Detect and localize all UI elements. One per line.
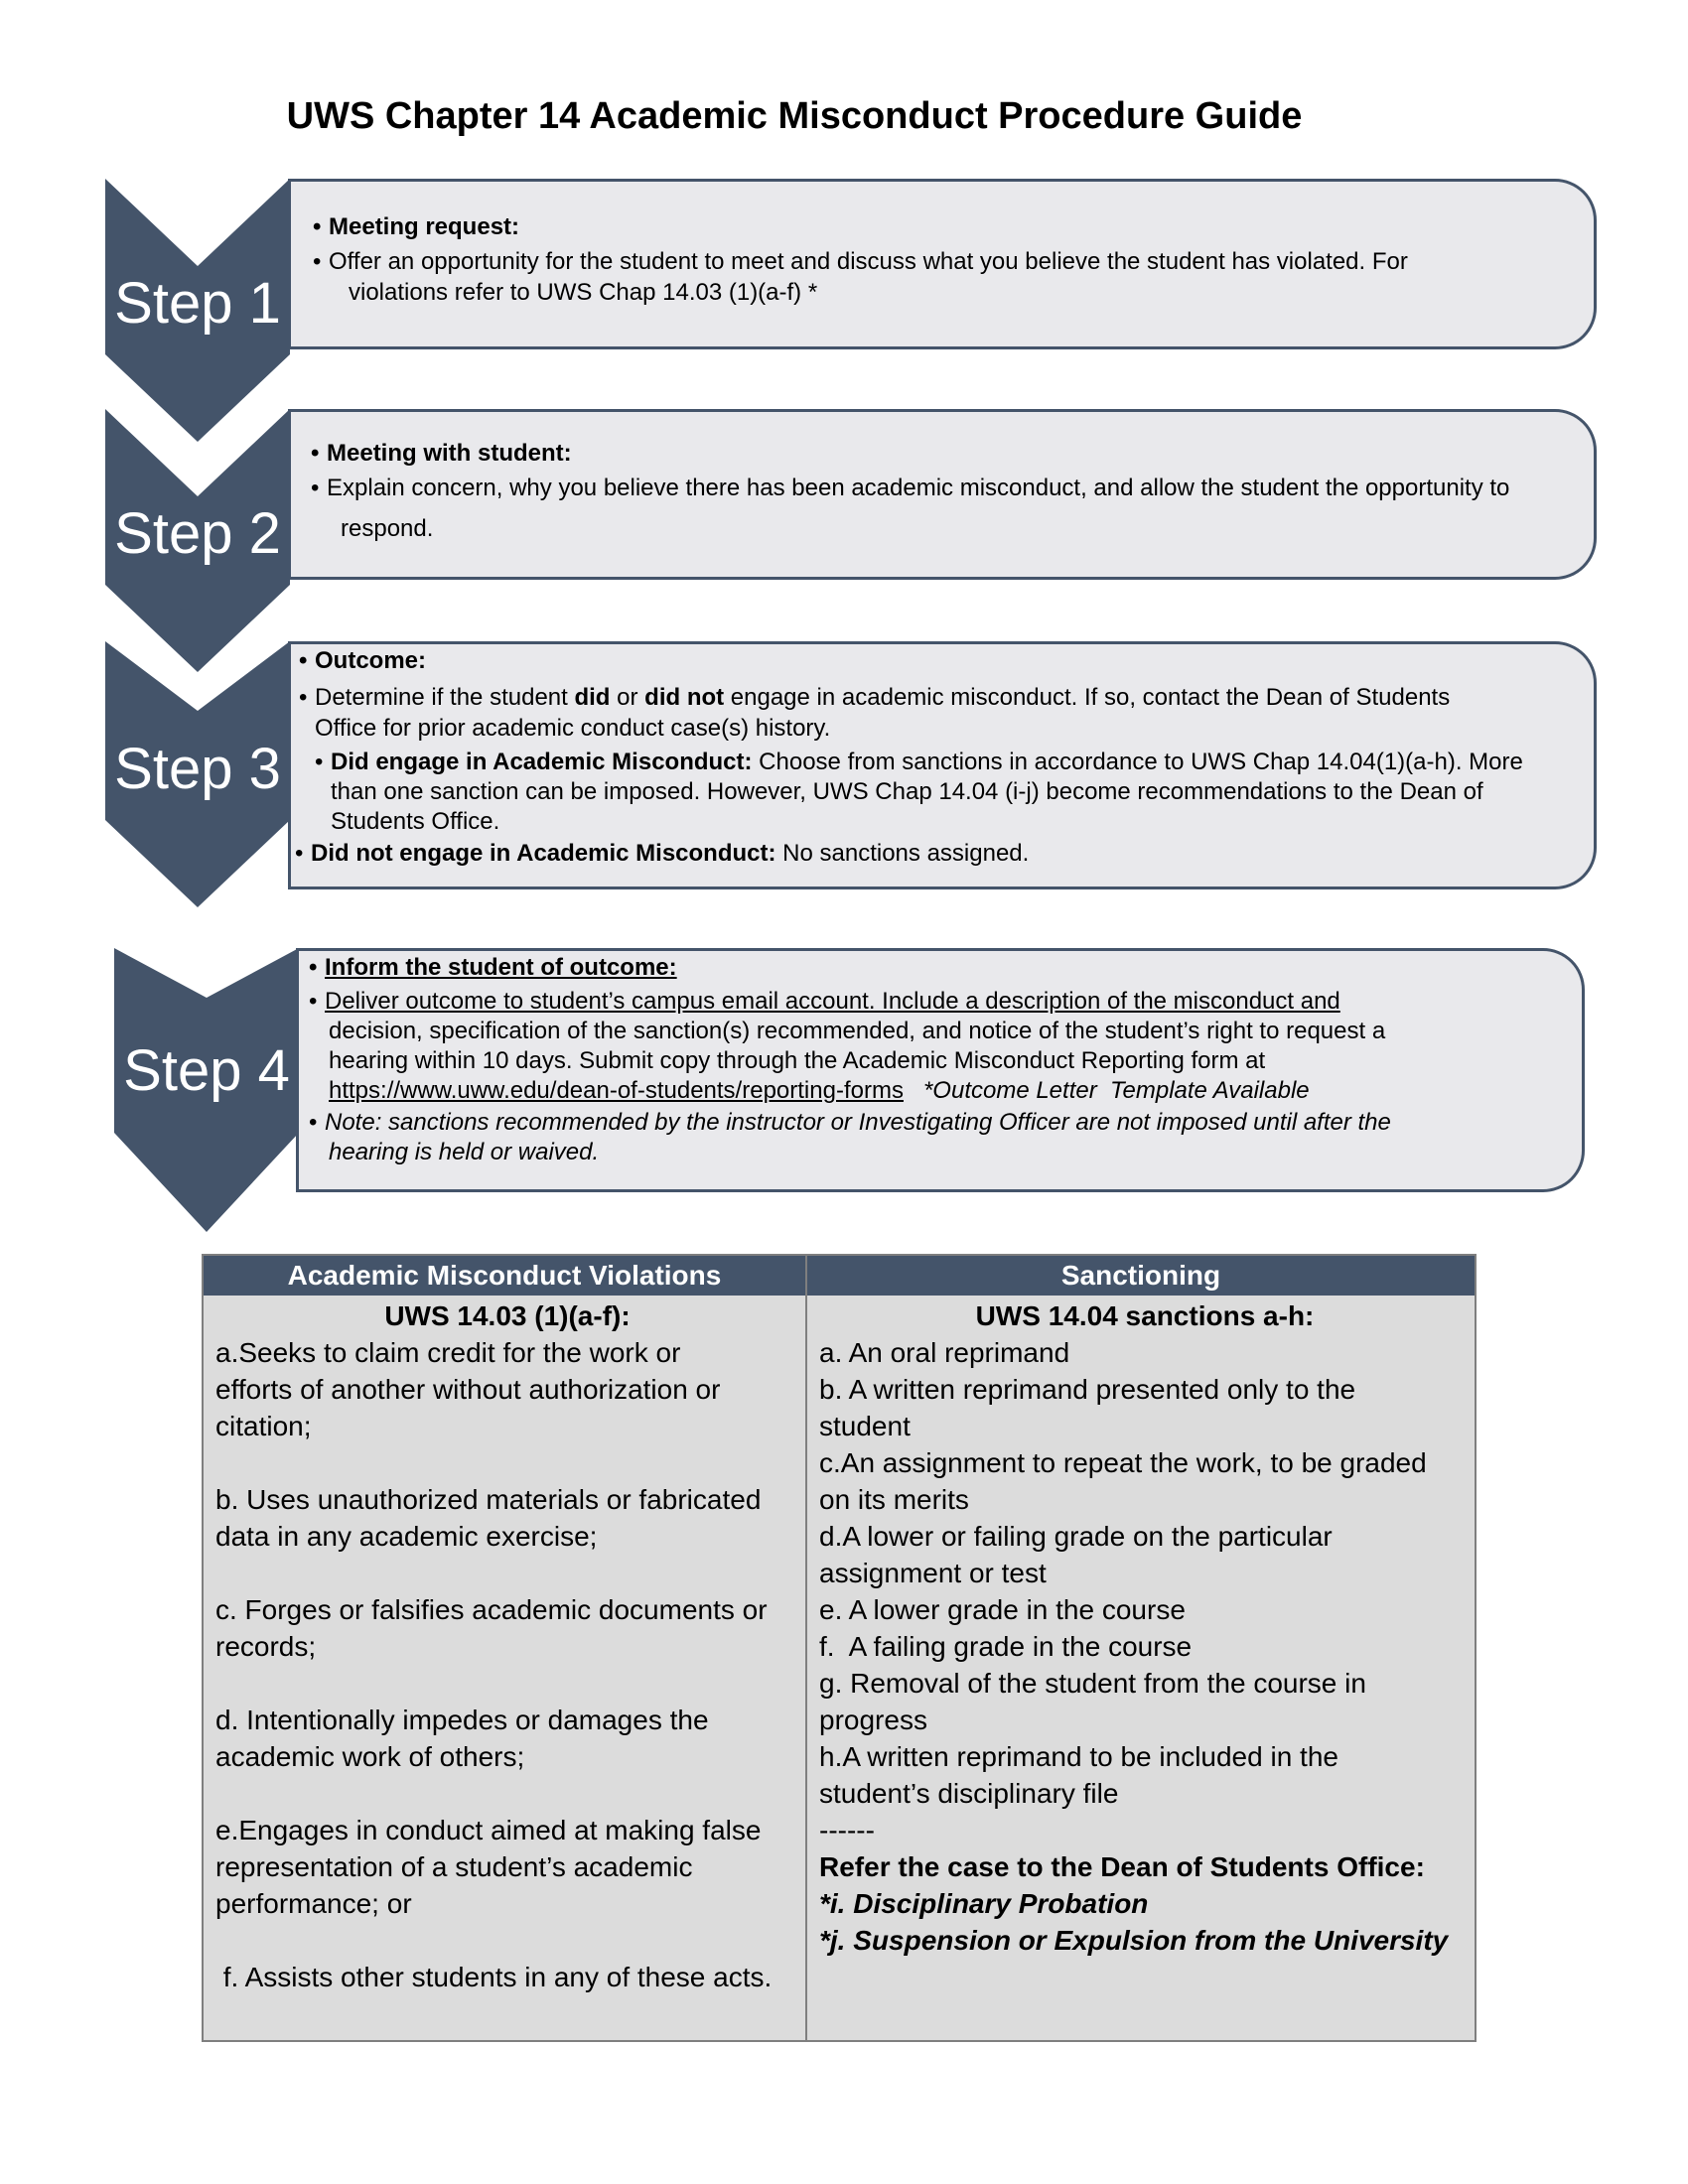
sanctioning-header: Sanctioning xyxy=(807,1256,1475,1296)
step-1-label: Step 1 xyxy=(114,271,281,336)
sanction-h: h.A written reprimand to be included in the xyxy=(819,1741,1338,1772)
step-2-box xyxy=(288,409,1597,580)
column-divider xyxy=(805,1256,807,2040)
step-3-not-engaged: • Did not engage in Academic Misconduct: No sanctions assigned. xyxy=(295,839,1578,869)
sanction-j: *j. Suspension or Expulsion from the University xyxy=(819,1925,1449,1956)
step-4-text-2: decision, specification of the sanction(s) recommended, and notice of the student’s right to request a xyxy=(329,1018,1386,1044)
violations-subheading: UWS 14.03 (1)(a-f): xyxy=(384,1300,631,1331)
step-3-box xyxy=(288,641,1597,889)
sanction-c: c.An assignment to repeat the work, to be graded xyxy=(819,1447,1427,1478)
page-title: UWS Chapter 14 Academic Misconduct Procedure Guide xyxy=(286,95,1303,137)
step-4-heading: • Inform the student of outcome: xyxy=(309,953,1566,983)
sanction-b: b. A written reprimand presented only to the xyxy=(819,1374,1356,1405)
step-4-note-cont: hearing is held or waived. xyxy=(329,1139,600,1165)
step-2-label: Step 2 xyxy=(114,501,281,566)
violation-f: f. Assists other students in any of these acts. xyxy=(215,1962,773,1992)
step-3-label: Step 3 xyxy=(114,737,281,801)
step-1-box xyxy=(288,179,1597,349)
step-4-label: Step 4 xyxy=(123,1038,290,1103)
step-3-heading: • Outcome: xyxy=(299,646,1578,676)
step-3-determine-cont: Office for prior academic conduct case(s) history. xyxy=(315,715,831,742)
step-4-chevron xyxy=(114,948,299,1232)
step-3-engaged-cont: than one sanction can be imposed. However, UWS Chap 14.04 (i-j) become recommendations to the Dean of xyxy=(331,778,1483,805)
sanction-f: f. A failing grade in the course xyxy=(819,1631,1193,1662)
step-3-determine: • Determine if the student did or did not engage in academic misconduct. If so, contact the Dean of Students xyxy=(299,682,1578,714)
violations-header: Academic Misconduct Violations xyxy=(204,1256,805,1296)
step-1-heading: • Meeting request: xyxy=(313,211,1574,242)
step-2-text: • Explain concern, why you believe there has been academic misconduct, and allow the student the opportunity to xyxy=(311,473,1578,503)
sanction-a: a. An oral reprimand xyxy=(819,1337,1070,1368)
step-4-text-3: hearing within 10 days. Submit copy through the Academic Misconduct Reporting form at xyxy=(329,1047,1266,1074)
violations-sanctions-table xyxy=(202,1254,1477,2042)
sanction-d: d.A lower or failing grade on the particular xyxy=(819,1521,1333,1552)
violation-a: a.Seeks to claim credit for the work or xyxy=(215,1337,681,1368)
sanction-i: *i. Disciplinary Probation xyxy=(819,1888,1149,1919)
refer-heading: Refer the case to the Dean of Students Office: xyxy=(819,1851,1425,1882)
step-2-heading: • Meeting with student: xyxy=(311,438,1578,469)
reporting-forms-link[interactable]: https://www.uww.edu/dean-of-students/reporting-forms xyxy=(329,1077,904,1104)
step-4-text: • Deliver outcome to student’s campus email account. Include a description of the misconduct and xyxy=(309,987,1566,1017)
step-2-text-cont: respond. xyxy=(341,515,434,542)
sanctions-cell: UWS 14.04 sanctions a-h: a. An oral reprimand b. A written reprimand presented only to the student c.An assignment to repeat the work, to be graded on its merits d.A lower or failing grade on the particular assignment or test e. A lower grade in the course f. A failing grade in the course g. Removal of the student from the course in progress h.A written reprimand to be included in the student’s disciplinary file ------ Refer the case to the Dean of Students Office: *i. Disciplinary Probation *j. Suspension or Expulsion from the University xyxy=(819,1297,1471,1959)
step-1-text-cont: violations refer to UWS Chap 14.03 (1)(a-f) * xyxy=(349,279,818,306)
step-1-chevron xyxy=(105,179,290,442)
step-4-text-4: https://www.uww.edu/dean-of-students/reporting-forms *Outcome Letter Template Available xyxy=(329,1077,1310,1104)
sanction-g: g. Removal of the student from the course in xyxy=(819,1668,1366,1699)
violations-cell: UWS 14.03 (1)(a-f): a.Seeks to claim credit for the work or efforts of another without authorization or citation; b. Uses unauthorized materials or fabricated data in any academic exercise; c. Forges or falsifies academic documents or records; d. Intentionally impedes or damages the academic work of others; e.Engages in conduct aimed at making false representation of a student’s academic performance; or f. Assists other students in any of these acts. xyxy=(215,1297,799,1995)
step-4-note: • Note: sanctions recommended by the instructor or Investigating Officer are not imposed until after the xyxy=(309,1108,1566,1138)
violation-c: c. Forges or falsifies academic documents or xyxy=(215,1594,768,1625)
violation-d: d. Intentionally impedes or damages the xyxy=(215,1705,709,1735)
step-3-engaged: • Did engage in Academic Misconduct: Choose from sanctions in accordance to UWS Chap 14.04(1)(a-h). More xyxy=(315,748,1578,777)
sanctions-subheading: UWS 14.04 sanctions a-h: xyxy=(975,1300,1315,1331)
step-3-engaged-cont-2: Students Office. xyxy=(331,808,500,835)
sanction-e: e. A lower grade in the course xyxy=(819,1594,1186,1625)
step-4-box xyxy=(296,948,1585,1192)
step-2-chevron xyxy=(105,409,290,672)
separator-dashes: ------ xyxy=(819,1815,875,1845)
step-3-chevron xyxy=(105,641,290,907)
step-1-text: • Offer an opportunity for the student to meet and discuss what you believe the student has violated. For xyxy=(313,246,1574,277)
violation-b: b. Uses unauthorized materials or fabricated xyxy=(215,1484,762,1515)
violation-e: e.Engages in conduct aimed at making false xyxy=(215,1815,762,1845)
